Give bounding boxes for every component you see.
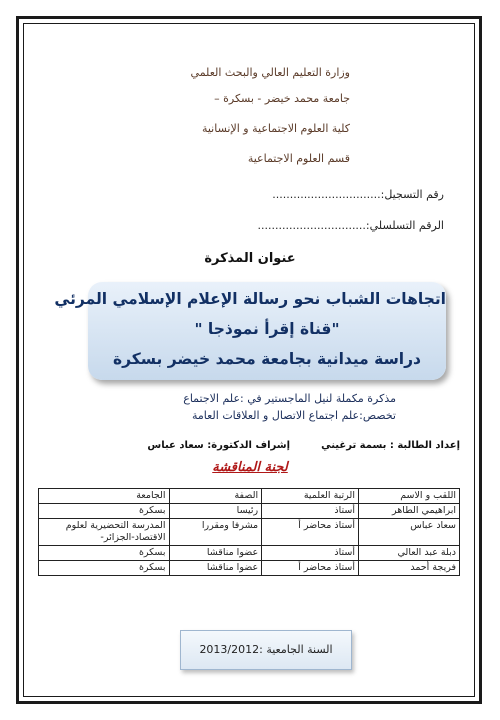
registration-number: رقم التسجيل:............................... bbox=[272, 188, 444, 201]
column-header-university: الجامعة bbox=[39, 489, 170, 504]
table-row bbox=[39, 561, 460, 576]
cell-role: مشرفا ومقررا bbox=[169, 519, 262, 546]
jury-table bbox=[38, 488, 460, 576]
cell-name: فريجة أحمد bbox=[358, 561, 459, 576]
cell-university: بسكرة bbox=[39, 561, 170, 576]
memo-title-line-3: دراسة ميدانية بجامعة محمد خيضر بسكرة bbox=[112, 350, 422, 368]
column-header-role: الصفة bbox=[169, 489, 262, 504]
cell-university: المدرسة التحضيرية لعلوم الاقتصاد-الجزائر- bbox=[39, 519, 170, 546]
serial-number: الرقم التسلسلي:............................... bbox=[257, 219, 444, 232]
column-header-rank: الرتبة العلمية bbox=[262, 489, 359, 504]
table-header-row bbox=[39, 489, 460, 504]
thesis-specialty: تخصص:علم اجتماع الاتصال و العلاقات العامة bbox=[191, 409, 396, 422]
cell-name: ابراهيمي الطاهر bbox=[358, 504, 459, 519]
department-name: قسم العلوم الاجتماعية bbox=[247, 152, 350, 165]
academic-year: السنة الجامعية :2013/2012 bbox=[199, 643, 333, 656]
cell-name: دبلة عبد العالي bbox=[358, 546, 459, 561]
ministry-name: وزارة التعليم العالي والبحث العلمي bbox=[190, 66, 350, 79]
memo-title-box bbox=[54, 282, 446, 380]
cell-rank: أستاذ bbox=[262, 504, 359, 519]
cell-rank: أستاذ محاضر أ bbox=[262, 561, 359, 576]
thesis-degree: مذكرة مكملة لنيل الماجستير في :علم الاجتماع bbox=[183, 392, 396, 405]
table-row bbox=[39, 519, 460, 546]
memo-title-line-2: "قناة إقرأ نموذجا " bbox=[194, 320, 340, 338]
academic-year-box bbox=[180, 630, 352, 670]
university-name: جامعة محمد خيضر - بسكرة – bbox=[214, 92, 350, 105]
column-header-name: اللقب و الاسم bbox=[358, 489, 459, 504]
faculty-name: كلية العلوم الاجتماعية و الإنسانية bbox=[201, 122, 350, 135]
jury-title: لجنة المناقشة bbox=[212, 460, 288, 475]
cell-rank: أستاذ bbox=[262, 546, 359, 561]
table-row bbox=[39, 504, 460, 519]
memo-title-line-1: اتجاهات الشباب نحو رسالة الإعلام الإسلامي المرئي bbox=[54, 290, 446, 308]
cell-university: بسكرة bbox=[39, 546, 170, 561]
cell-rank: أستاذ محاضر أ bbox=[262, 519, 359, 546]
cell-university: بسكرة bbox=[39, 504, 170, 519]
supervisor-name: إشراف الدكتورة: سعاد عباس bbox=[147, 440, 290, 451]
cell-name: سعاد عباس bbox=[358, 519, 459, 546]
cell-role: رئيسا bbox=[169, 504, 262, 519]
cell-role: عضوا مناقشا bbox=[169, 561, 262, 576]
cell-role: عضوا مناقشا bbox=[169, 546, 262, 561]
table-row bbox=[39, 546, 460, 561]
memo-title-heading: عنوان المذكرة bbox=[204, 251, 296, 266]
student-name: إعداد الطالبة : بسمة ترغيني bbox=[321, 440, 460, 451]
